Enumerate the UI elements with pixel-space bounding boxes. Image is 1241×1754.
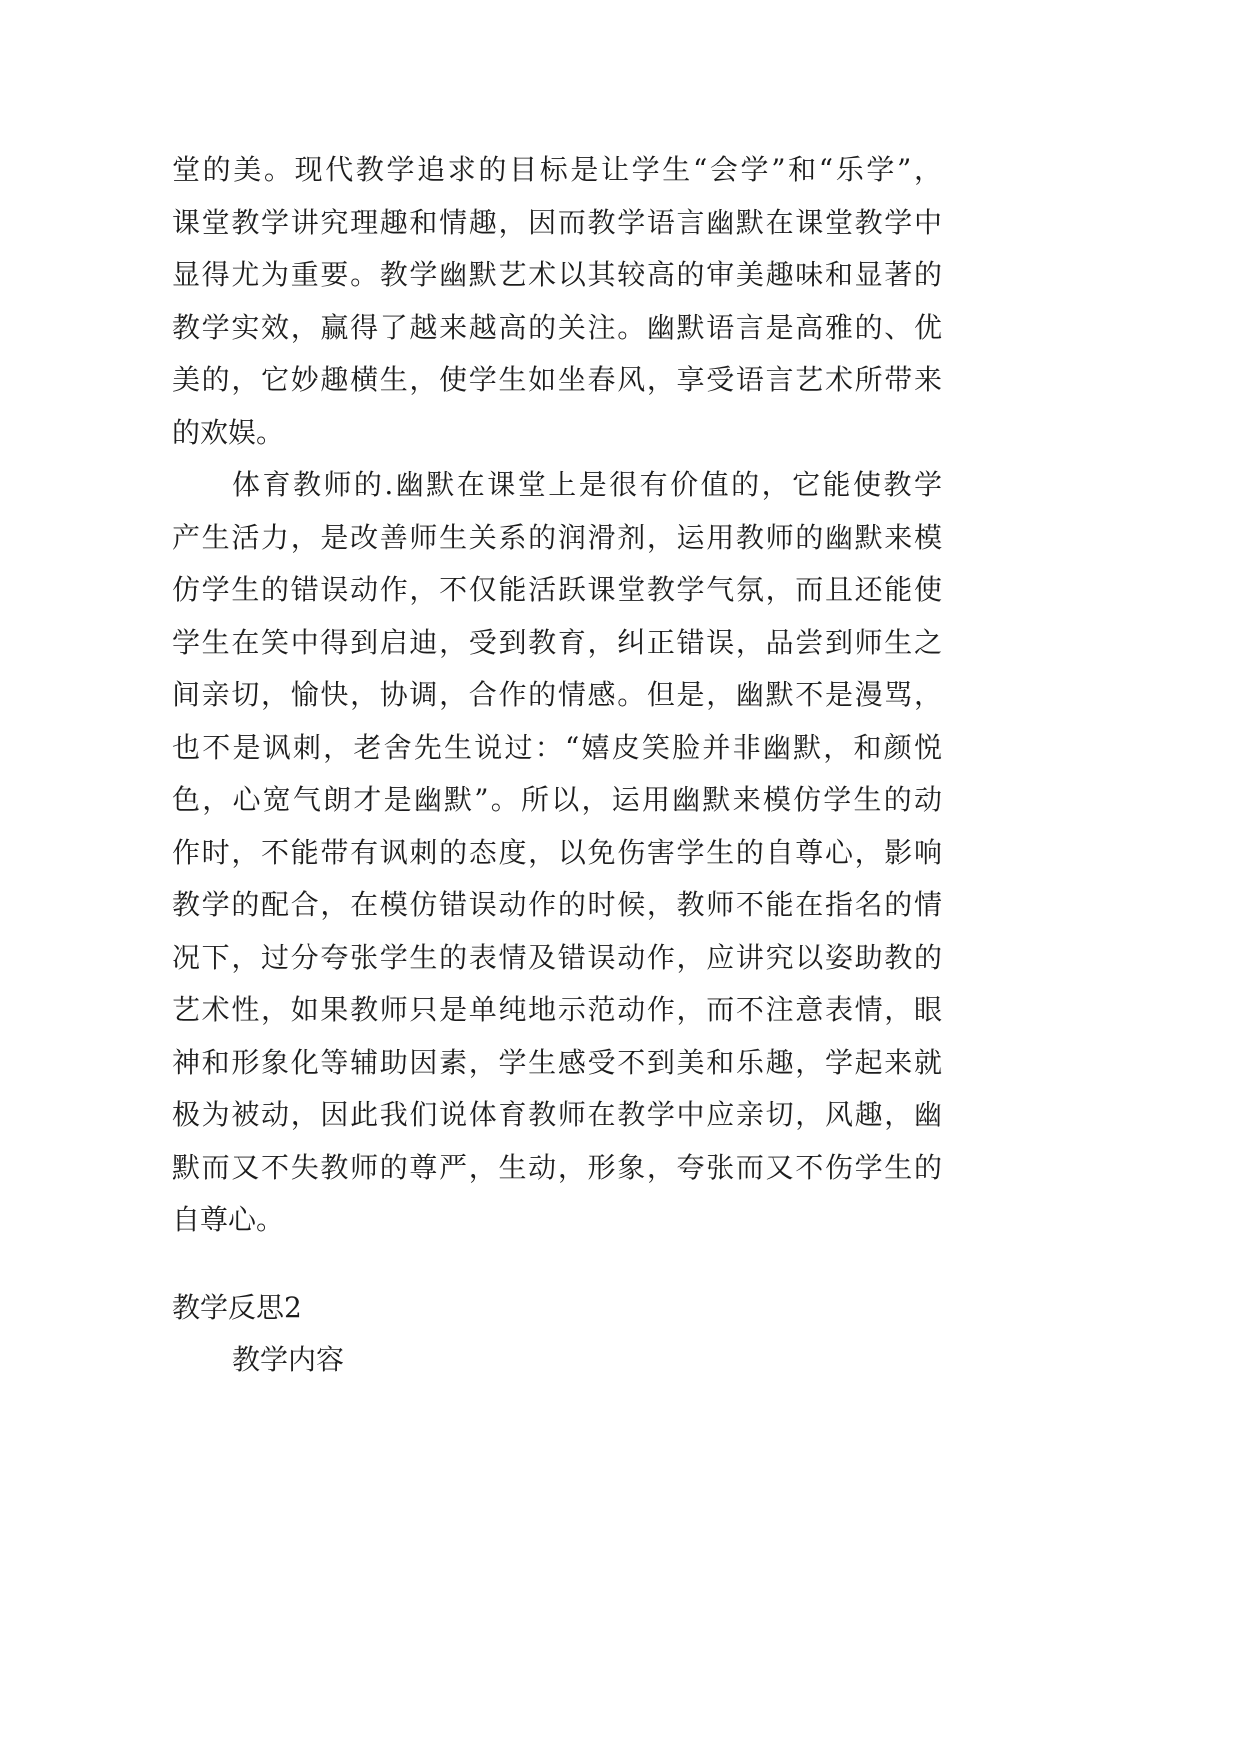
paragraph-line: 课堂教学讲究理趣和情趣，因而教学语言幽默在课堂教学中 (172, 205, 942, 239)
paragraph-line: 仿学生的错误动作，不仅能活跃课堂教学气氛，而且还能使 (172, 573, 942, 606)
paragraph-line: 堂的美。现代教学追求的目标是让学生“会学”和“乐学”， (172, 153, 942, 186)
paragraph-line: 的欢娱。 (172, 415, 285, 449)
paragraph-humor-value (172, 144, 942, 459)
paragraph-line: 极为被动，因此我们说体育教师在教学中应亲切，风趣，幽 (172, 1098, 942, 1131)
paragraph-line: 自尊心。 (172, 1203, 285, 1236)
paragraph-line: 教学的配合，在模仿错误动作的时候，教师不能在指名的情 (172, 888, 942, 921)
paragraph-line: 体育教师的.幽默在课堂上是很有价值的，它能使教学 (232, 468, 942, 501)
paragraph-line: 学生在笑中得到启迪，受到教育，纠正错误，品尝到师生之 (172, 625, 942, 659)
paragraph-line: 神和形象化等辅助因素，学生感受不到美和乐趣，学起来就 (172, 1045, 942, 1079)
paragraph-line: 作时，不能带有讽刺的态度，以免伤害学生的自尊心，影响 (172, 835, 942, 869)
paragraph-line: 显得尤为重要。教学幽默艺术以其较高的审美趣味和显著的 (172, 258, 942, 291)
paragraph-line: 也不是讽刺，老舍先生说过：“嬉皮笑脸并非幽默，和颜悦 (172, 730, 942, 764)
document-page (172, 144, 942, 1387)
paragraph-line: 默而又不失教师的尊严，生动，形象，夸张而又不伤学生的 (172, 1150, 942, 1184)
paragraph-line: 产生活力，是改善师生关系的润滑剂，运用教师的幽默来模 (172, 520, 942, 554)
paragraph-line: 间亲切，愉快，协调，合作的情感。但是，幽默不是漫骂， (172, 678, 942, 711)
paragraph-pe-teacher-humor (172, 459, 942, 1247)
paragraph-line: 色，心宽气朗才是幽默”。所以，运用幽默来模仿学生的动 (172, 783, 942, 816)
paragraph-line: 教学实效，赢得了越来越高的关注。幽默语言是高雅的、优 (172, 310, 942, 344)
paragraph-line: 况下，过分夸张学生的表情及错误动作，应讲究以姿助教的 (172, 940, 942, 974)
section-heading: 教学反思2 (172, 1290, 302, 1324)
paragraph-line: 美的，它妙趣横生，使学生如坐春风，享受语言艺术所带来 (172, 363, 942, 396)
subheading: 教学内容 (232, 1343, 345, 1376)
paragraph-line: 艺术性，如果教师只是单纯地示范动作，而不注意表情，眼 (172, 993, 942, 1026)
